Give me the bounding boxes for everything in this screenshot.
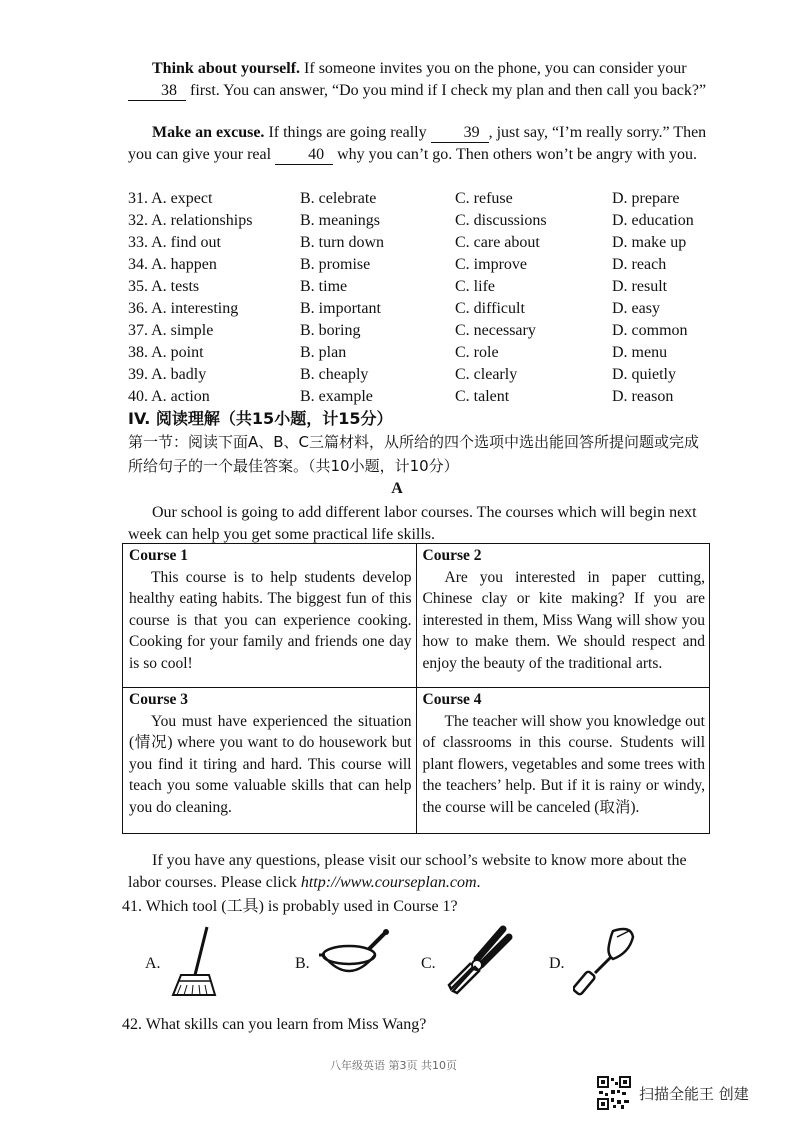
option-text[interactable]: A. interesting xyxy=(151,300,239,317)
option-text[interactable]: A. tests xyxy=(151,278,200,295)
page-footer: 八年级英语 第3页 共10页 xyxy=(330,1059,457,1072)
option-row xyxy=(128,342,708,364)
option-b[interactable]: B. cheaply xyxy=(300,366,369,383)
option-text[interactable]: A. happen xyxy=(151,256,217,273)
paragraph-text: If things are going really xyxy=(264,124,431,141)
passage-paragraph-1 xyxy=(128,58,708,102)
option-label-a[interactable]: A. xyxy=(145,955,161,972)
closing-end: . xyxy=(476,874,481,891)
option-c[interactable]: C. refuse xyxy=(455,190,513,207)
option-a xyxy=(128,320,300,342)
question-number: 38. xyxy=(128,344,148,361)
option-row xyxy=(128,188,708,210)
option-d[interactable]: D. menu xyxy=(612,344,668,361)
qr-code-icon xyxy=(597,1076,631,1110)
option-c[interactable]: C. necessary xyxy=(455,322,536,339)
course-cell-3 xyxy=(123,688,417,834)
course-title: Course 2 xyxy=(422,547,482,564)
option-row xyxy=(128,276,708,298)
option-label-b[interactable]: B. xyxy=(295,955,310,972)
question-number: 37. xyxy=(128,322,148,339)
option-row xyxy=(128,210,708,232)
option-text[interactable]: A. simple xyxy=(151,322,214,339)
option-a xyxy=(128,210,300,232)
question-number: 40. xyxy=(128,388,148,405)
option-row xyxy=(128,232,708,254)
option-text[interactable]: A. relationships xyxy=(151,212,253,229)
broom-icon xyxy=(167,925,219,997)
course-body: This course is to help students develop healthy eating habits. The biggest fun of this course is that you can experience cooking. Cooking for your family and friends one day is so cool! xyxy=(129,568,412,672)
passage-paragraph-2 xyxy=(128,122,708,166)
question-number: 33. xyxy=(128,234,148,251)
answer-blank-39[interactable]: 39 xyxy=(431,124,489,143)
option-a xyxy=(128,232,300,254)
option-c[interactable]: C. talent xyxy=(455,388,510,405)
option-d[interactable]: D. reason xyxy=(612,388,674,405)
closing-paragraph xyxy=(128,850,708,894)
question-41: 41. Which tool (工具) is probably used in Course 1? xyxy=(122,898,458,915)
option-row xyxy=(128,364,708,386)
paragraph-text: , just say, “I’m really sorry.” Then you can give your real xyxy=(128,124,707,163)
option-c[interactable]: C. clearly xyxy=(455,366,518,383)
option-b[interactable]: B. important xyxy=(300,300,381,317)
paragraph-lead: Make an excuse. xyxy=(152,124,265,141)
option-c[interactable]: C. role xyxy=(455,344,499,361)
option-c[interactable]: C. improve xyxy=(455,256,527,273)
course-cell-2 xyxy=(416,544,710,688)
question-42: 42. What skills can you learn from Miss Wang? xyxy=(122,1016,427,1033)
option-text[interactable]: A. expect xyxy=(151,190,213,207)
course-cell-4 xyxy=(416,688,710,834)
option-label-c[interactable]: C. xyxy=(421,955,436,972)
courses-table xyxy=(122,543,710,834)
course-body: The teacher will show you knowledge out of classrooms in this course. Students will plant flowers, vegetables and some trees with the teachers’ help. But if it is rainy or windy, the course will be canceled (取消). xyxy=(422,712,705,816)
question-number: 36. xyxy=(128,300,148,317)
question-number: 31. xyxy=(128,190,148,207)
option-text[interactable]: A. badly xyxy=(151,366,207,383)
scanner-watermark xyxy=(597,1076,749,1110)
options-list xyxy=(128,188,708,408)
option-d[interactable]: D. easy xyxy=(612,300,660,317)
option-b[interactable]: B. boring xyxy=(300,322,361,339)
course-title: Course 1 xyxy=(129,547,188,564)
option-d[interactable]: D. make up xyxy=(612,234,687,251)
option-a xyxy=(128,342,300,364)
option-row xyxy=(128,386,708,408)
closing-text: If you have any questions, please visit our school’s website to know more about the labor courses. Please click xyxy=(128,852,687,891)
section-instruction: 第一节：阅读下面A、B、C三篇材料，从所给的四个选项中选出能回答所提问题或完成所给句子的一个最佳答案。（共10小题，计10分） xyxy=(128,433,700,475)
question-41-options xyxy=(145,925,665,1000)
paragraph-text: first. You can answer, “Do you mind if I check my plan and then call you back?” xyxy=(186,82,707,99)
option-b[interactable]: B. turn down xyxy=(300,234,384,251)
option-a xyxy=(128,386,300,408)
paragraph-lead: Think about yourself. xyxy=(152,60,301,77)
option-d[interactable]: D. common xyxy=(612,322,688,339)
answer-blank-38[interactable]: 38 xyxy=(128,82,186,101)
option-b[interactable]: B. celebrate xyxy=(300,190,377,207)
garden-trowel-icon xyxy=(573,925,637,997)
option-a xyxy=(128,276,300,298)
paragraph-text: If someone invites you on the phone, you can consider your xyxy=(300,60,687,77)
option-d[interactable]: D. result xyxy=(612,278,668,295)
option-b[interactable]: B. time xyxy=(300,278,348,295)
option-a xyxy=(128,298,300,320)
option-text[interactable]: A. find out xyxy=(151,234,221,251)
section-heading: IV. 阅读理解（共15小题，计15分） xyxy=(128,409,393,428)
paragraph-text: why you can’t go. Then others won’t be angry with you. xyxy=(333,146,698,163)
option-d[interactable]: D. education xyxy=(612,212,694,229)
option-label-d[interactable]: D. xyxy=(549,955,565,972)
option-row xyxy=(128,254,708,276)
option-row xyxy=(128,320,708,342)
scanner-label: 扫描全能王 创建 xyxy=(639,1084,749,1103)
option-b[interactable]: B. plan xyxy=(300,344,347,361)
course-body: You must have experienced the situation (情况) where you want to do housework but you find it tiring and hard. This course will teach you some valuable skills that can help you do cleaning. xyxy=(129,712,412,816)
question-number: 32. xyxy=(128,212,148,229)
option-b[interactable]: B. promise xyxy=(300,256,371,273)
question-number: 35. xyxy=(128,278,148,295)
course-title: Course 3 xyxy=(129,691,188,708)
option-text[interactable]: A. point xyxy=(151,344,204,361)
option-a xyxy=(128,364,300,386)
course-website-link[interactable]: http://www.courseplan.com xyxy=(300,874,477,891)
option-c[interactable]: C. discussions xyxy=(455,212,547,229)
option-c[interactable]: C. care about xyxy=(455,234,540,251)
option-c[interactable]: C. difficult xyxy=(455,300,525,317)
option-a xyxy=(128,188,300,210)
option-a xyxy=(128,254,300,276)
option-row xyxy=(128,298,708,320)
course-title: Course 4 xyxy=(422,691,482,708)
option-d[interactable]: D. reach xyxy=(612,256,667,273)
question-number: 39. xyxy=(128,366,148,383)
option-d[interactable]: D. prepare xyxy=(612,190,680,207)
option-b[interactable]: B. meanings xyxy=(300,212,380,229)
reading-intro: Our school is going to add different labor courses. The courses which will begin next week can help you get some practical life skills. xyxy=(128,504,697,543)
question-number: 34. xyxy=(128,256,148,273)
pliers-icon xyxy=(443,925,513,997)
option-d[interactable]: D. quietly xyxy=(612,366,676,383)
course-cell-1 xyxy=(123,544,417,688)
option-c[interactable]: C. life xyxy=(455,278,495,295)
wok-icon xyxy=(319,925,391,985)
option-text[interactable]: A. action xyxy=(151,388,210,405)
course-body: Are you interested in paper cutting, Chinese clay or kite making? If you are interested in them, Miss Wang will show you how to make them. We should respect and enjoy the beauty of the traditional arts. xyxy=(422,568,705,672)
option-b[interactable]: B. example xyxy=(300,388,373,405)
answer-blank-40[interactable]: 40 xyxy=(275,146,333,165)
part-label: A xyxy=(391,480,403,497)
